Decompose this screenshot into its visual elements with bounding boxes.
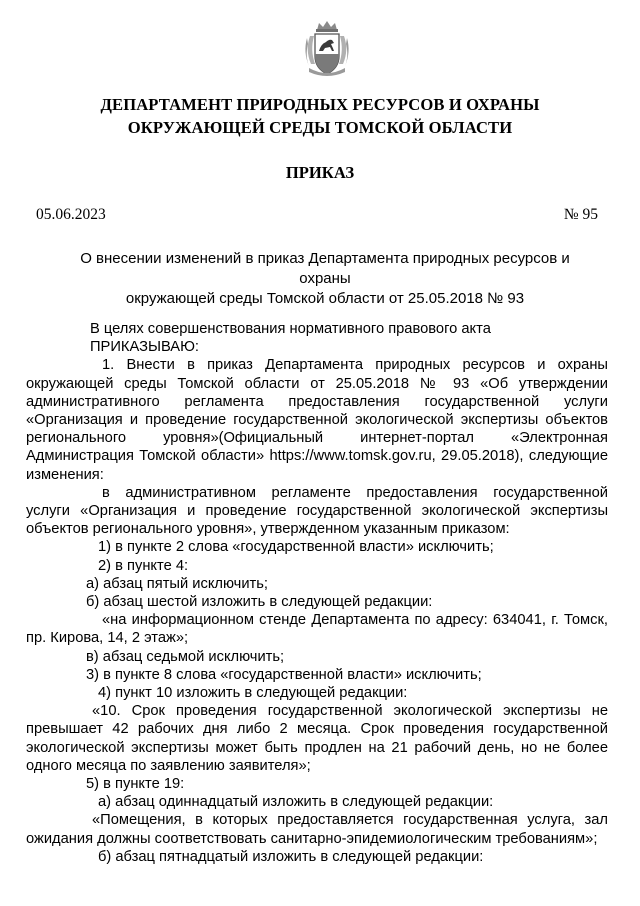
paragraph-sub-4: 4) пункт 10 изложить в следующей редакции: xyxy=(98,685,408,702)
paragraph-preamble: В целях совершенствования нормативного правового акта xyxy=(90,321,491,337)
paragraph-sub-3: 3) в пункте 8 слова «государственной власти» исключить; xyxy=(86,666,482,683)
paragraph-order-word: ПРИКАЗЫВАЮ: xyxy=(90,339,199,356)
paragraph-sub-2a: а) абзац пятый исключить; xyxy=(86,575,268,592)
paragraph-sub-1: 1) в пункте 2 слова «государственной власти» исключить; xyxy=(98,539,494,556)
paragraph-item-1: 1. Внести в приказ Департамента природных ресурсов и охраны окружающей среды Томской области от 25.05.2018 № 93 «Об утверждении административного регламента предоставления государственной услуги «Организация и проведение государственной экологической экспертизы объектов регионального уровня»(Официальный интернет-портал «Электронная Администрация Томской области» https://www.tomsk.gov.ru, 29.05.2018), следующие изменения: xyxy=(26,357,608,483)
paragraph-quote-stand: «на информационном стенде Департамента по адресу: 634041, г. Томск, пр. Кирова, 14, 2 этаж»; xyxy=(26,612,608,647)
paragraph-sub-2: 2) в пункте 4: xyxy=(98,557,189,574)
org-name-line2: ОКРУЖАЮЩЕЙ СРЕДЫ ТОМСКОЙ ОБЛАСТИ xyxy=(127,118,513,137)
document-body xyxy=(26,320,608,866)
paragraph-sub-5b: б) абзац пятнадцатый изложить в следующей редакции: xyxy=(98,848,484,865)
document-type: ПРИКАЗ xyxy=(285,163,355,182)
paragraph-sub-5: 5) в пункте 19: xyxy=(86,776,185,793)
document-subject xyxy=(60,249,590,309)
paragraph-sub-2c: в) абзац седьмой исключить; xyxy=(86,648,285,665)
paragraph-sub-5a: а) абзац одиннадцатый изложить в следующей редакции: xyxy=(98,794,494,811)
paragraph-quote-premises: «Помещения, в которых предоставляется государственная услуга, зал ожидания должны соответствовать санитарно-эпидемиологическим требованиям»; xyxy=(26,812,608,847)
coat-of-arms-icon xyxy=(301,20,353,80)
document-number: № 95 xyxy=(563,206,598,223)
subject-line2: окружающей среды Томской области от 25.05.2018 № 93 xyxy=(125,290,525,307)
paragraph-sub-2b: б) абзац шестой изложить в следующей редакции: xyxy=(86,594,433,611)
org-name-line1: ДЕПАРТАМЕНТ ПРИРОДНЫХ РЕСУРСОВ И ОХРАНЫ xyxy=(100,95,540,114)
paragraph-quote-term: «10. Срок проведения государственной экологической экспертизы не превышает 42 рабочих дня либо 2 месяца. Срок проведения государственной экологической экспертизы может быть продлен на 21 рабочий день, но не более одного месяца по заявлению заявителя»; xyxy=(26,703,608,774)
document-date: 05.06.2023 xyxy=(36,206,106,223)
paragraph-regulation: в административном регламенте предоставления государственной услуги «Организация и проведение государственной экологической экспертизы объектов регионального уровня», утвержденном указанным приказом: xyxy=(26,484,608,538)
subject-line1: О внесении изменений в приказ Департамента природных ресурсов и охраны xyxy=(80,250,570,287)
